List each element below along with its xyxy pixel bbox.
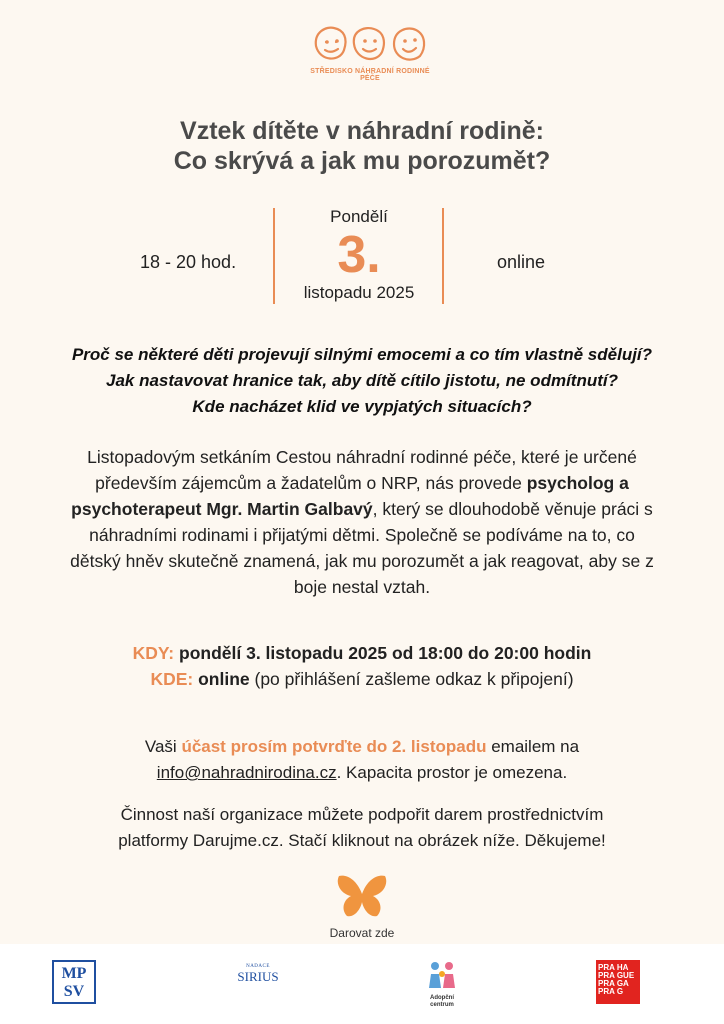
faces-logo-icon (310, 22, 430, 66)
where-value: online (198, 669, 250, 689)
adopcni-centrum-logo (420, 960, 464, 1009)
email-link[interactable]: info@nahradnirodina.cz (156, 763, 337, 782)
praha-row: PRA GUE (598, 971, 635, 980)
event-format: online (497, 252, 546, 272)
rsvp-suffix: emailem na (486, 737, 580, 756)
adopcni-line-1: Adopční (430, 995, 454, 1001)
divider-left (273, 208, 275, 304)
donate-label: Darovat zde (329, 926, 395, 940)
divider-right (442, 208, 444, 304)
rsvp-note: . Kapacita prostor je omezena. (336, 763, 568, 782)
mpsv-line-2: SV (63, 983, 85, 1000)
rsvp-line-1 (0, 734, 724, 760)
adopcni-line-2: centrum (430, 1002, 454, 1008)
where-label: KDE: (150, 669, 194, 689)
where-row (0, 666, 724, 692)
page-title (0, 116, 724, 176)
event-time: 18 - 20 hod. (140, 252, 237, 272)
donate-button[interactable] (310, 872, 414, 940)
organization-logo (300, 22, 440, 82)
butterfly-icon (335, 872, 389, 922)
when-row (0, 640, 724, 666)
when-value: pondělí 3. listopadu 2025 od 18:00 do 20:00 hodin (179, 643, 592, 663)
rsvp-deadline: účast prosím potvrďte do 2. listopadu (181, 737, 487, 756)
support-line-2: platformy Darujme.cz. Stačí kliknout na obrázek níže. Děkujeme! (118, 831, 606, 850)
praha-row: PRA HA (598, 963, 629, 972)
support-line-1: Činnost naší organizace můžete podpořit darem prostřednictvím (120, 805, 604, 824)
praha-row: PRA GA (598, 979, 629, 988)
questions-block (0, 342, 724, 420)
praha-logo (596, 960, 640, 1004)
mpsv-logo (52, 960, 96, 1004)
question-1: Proč se některé děti projevují silnými emocemi a co tím vlastně sdělují? (71, 345, 653, 364)
family-icon (425, 960, 459, 990)
support-text (0, 802, 724, 854)
sirius-logo (232, 964, 284, 985)
description-part-1: Listopadovým setkáním Cestou náhradní rodinné péče, které je určené především zájemcům a žadatelům o NRP, nás provede (87, 447, 637, 493)
title-line-2: Co skrývá a jak mu porozumět? (173, 147, 551, 175)
rsvp-block (0, 734, 724, 786)
question-3: Kde nacházet klid ve vypjatých situacích? (192, 397, 532, 416)
praha-row: PRA G (598, 987, 624, 996)
rsvp-line-2 (0, 760, 724, 786)
description-part-2: , který se dlouhodobě věnuje práci s náhradními rodinami i přijatými dětmi. Společně se podíváme na to, co dětský hněv skutečně znamená, jak mu porozumět a jak reagovat, aby se z boje nestal vztah. (70, 499, 654, 597)
event-day-number: 3. (337, 226, 381, 284)
where-note: (po přihlášení zašleme odkaz k připojení) (254, 669, 574, 689)
event-details (0, 640, 724, 692)
sirius-big-text: SIRIUS (237, 969, 279, 984)
mpsv-line-1: MP (61, 965, 87, 982)
organization-name: STŘEDISKO NÁHRADNÍ RODINNÉ PÉČE (310, 68, 430, 82)
rsvp-prefix: Vaši (144, 737, 182, 756)
event-month-year: listopadu 2025 (303, 283, 415, 302)
when-label: KDY: (132, 643, 175, 663)
speaker-name: psycholog a psychoterapeut Mgr. Martin Galbavý (71, 473, 629, 519)
question-2: Jak nastavovat hranice tak, aby dítě cítilo jistotu, ne odmítnutí? (105, 371, 618, 390)
sirius-small-text: NADACE (246, 964, 270, 969)
event-description (0, 444, 724, 600)
partner-logos (0, 960, 724, 1010)
event-date (278, 207, 440, 303)
event-day-name: Pondělí (330, 207, 388, 226)
title-line-1: Vztek dítěte v náhradní rodině: (180, 117, 544, 145)
